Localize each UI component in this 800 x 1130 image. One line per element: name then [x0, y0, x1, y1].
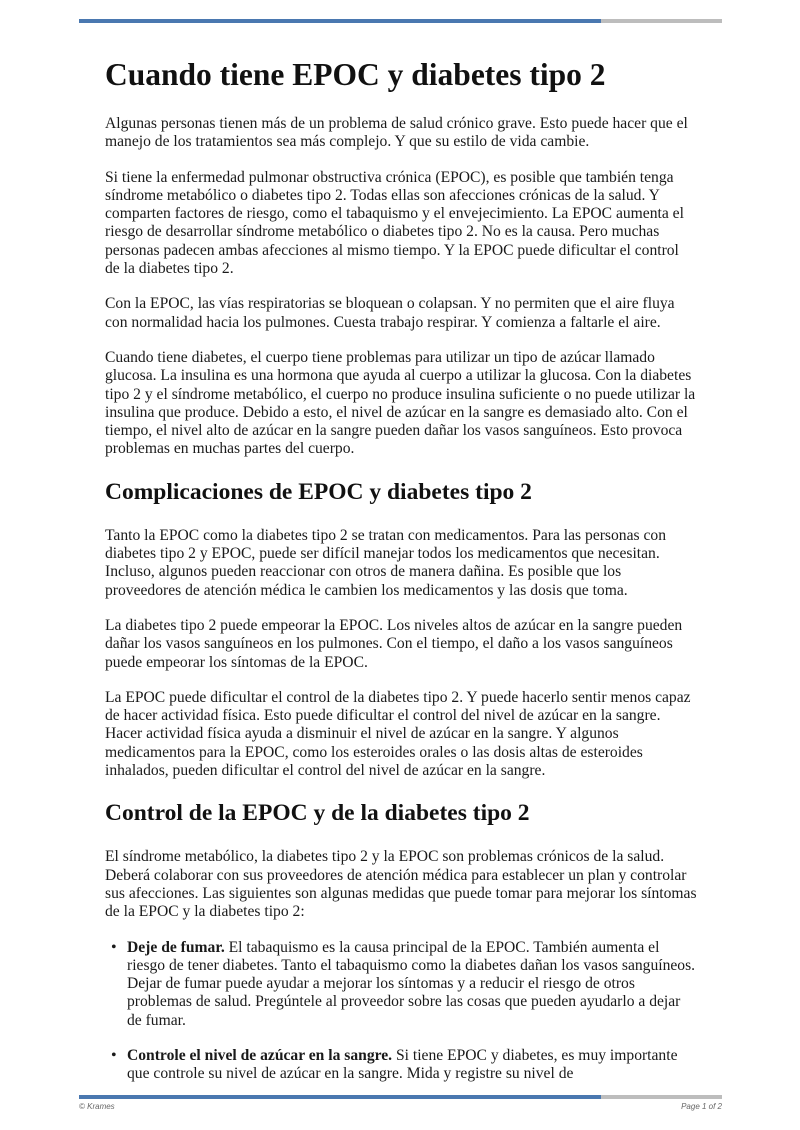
control-paragraph: El síndrome metabólico, la diabetes tipo 2 y la EPOC son problemas crónicos de la salud. Deberá colaborar con sus proveedores de atención médica para establecer un plan y controlar sus afecciones. Las siguientes son algunas medidas que puede tomar para mejorar los síntomas de la EPOC y la diabetes tipo 2:: [105, 848, 697, 921]
top-accent-bar-gray: [601, 19, 722, 23]
list-item-lead: Deje de fumar.: [127, 938, 225, 956]
intro-paragraph-4: Cuando tiene diabetes, el cuerpo tiene problemas para utilizar un tipo de azúcar llamado glucosa. La insulina es una hormona que ayuda al cuerpo a utilizar la glucosa. Con la diabetes tipo 2 y el síndrome metabólico, el cuerpo no produce insulina suficiente o no puede utilizar la insulina que produce. Debido a esto, el nivel de azúcar en la sangre es demasiado alto. Con el tiempo, el nivel alto de azúcar en la sangre pueden dañar los vasos sanguíneos. Esto provoca problemas en muchas partes del cuerpo.: [105, 348, 696, 458]
top-accent-bar-blue: [79, 19, 601, 23]
intro-paragraph-3: Con la EPOC, las vías respiratorias se bloquean o colapsan. Y no permiten que el aire fluya con normalidad hacia los pulmones. Cuesta trabajo respirar. Y comienza a faltarle el aire.: [105, 295, 675, 331]
footer-accent-bar-gray: [601, 1095, 722, 1099]
list-item-lead: Controle el nivel de azúcar en la sangre.: [127, 1046, 393, 1064]
intro-paragraph-1: Algunas personas tienen más de un problema de salud crónico grave. Esto puede hacer que el manejo de los tratamientos sea más complejo. Y que su estilo de vida cambie.: [105, 115, 688, 151]
list-item-text: El tabaquismo es la causa principal de la EPOC. También aumenta el riesgo de tener diabetes. Tanto el tabaquismo como la diabetes dañan los vasos sanguíneos. Dejar de fumar puede ayudar a mejorar los síntomas y a reducir el riesgo de otros problemas de salud. Pregúntele al proveedor sobre las cosas que pueden ayudarlo a dejar de fumar.: [127, 938, 696, 1029]
control-measures-list: [105, 939, 697, 1084]
list-item: [127, 1047, 697, 1084]
footer-page-number: Page 1 of 2: [681, 1102, 722, 1111]
complications-paragraph-1: Tanto la EPOC como la diabetes tipo 2 se tratan con medicamentos. Para las personas con diabetes tipo 2 y EPOC, puede ser difícil manejar todos los medicamentos que necesitan. Incluso, algunos pueden reaccionar con otros de manera dañina. Es posible que los proveedores de atención médica le cambien los medicamentos y las dosis que toma.: [105, 526, 666, 599]
section-heading-complications: Complicaciones de EPOC y diabetes tipo 2: [105, 478, 532, 505]
footer-copyright: © Krames: [79, 1102, 115, 1111]
intro-paragraph-2: Si tiene la enfermedad pulmonar obstructiva crónica (EPOC), es posible que también tenga síndrome metabólico o diabetes tipo 2. Todas ellas son afecciones crónicas de la salud. Y comparten factores de riesgo, como el tabaquismo y el envejecimiento. La EPOC aumenta el riesgo de desarrollar síndrome metabólico o diabetes tipo 2. No es la causa. Pero muchas personas padecen ambas afecciones al mismo tiempo. Y la EPOC puede dificultar el control de la diabetes tipo 2.: [105, 168, 684, 278]
page-title: Cuando tiene EPOC y diabetes tipo 2: [105, 57, 606, 92]
section-heading-control: Control de la EPOC y de la diabetes tipo 2: [105, 800, 530, 827]
list-item-text: Si tiene EPOC y diabetes, es muy importante que controle su nivel de azúcar en la sangre. Mida y registre su nivel de: [127, 1046, 678, 1083]
complications-paragraph-3: La EPOC puede dificultar el control de la diabetes tipo 2. Y puede hacerlo sentir menos capaz de hacer actividad física. Esto puede dificultar el control del nivel de azúcar en la sangre. Hacer actividad física ayuda a disminuir el nivel de azúcar en la sangre. Y algunos medicamentos para la EPOC, como los esteroides orales o las dosis altas de esteroides inhalados, pueden dificultar el control del nivel de azúcar en la sangre.: [105, 688, 691, 780]
footer-accent-bar: [79, 1095, 722, 1099]
footer-accent-bar-blue: [79, 1095, 601, 1099]
list-item: [127, 939, 697, 1030]
complications-paragraph-2: La diabetes tipo 2 puede empeorar la EPOC. Los niveles altos de azúcar en la sangre pueden dañar los vasos sanguíneos en los pulmones. Con el tiempo, el daño a los vasos sanguíneos puede empeorar los síntomas de la EPOC.: [105, 616, 683, 671]
document-body: [105, 55, 697, 1101]
top-accent-bar: [79, 19, 722, 23]
